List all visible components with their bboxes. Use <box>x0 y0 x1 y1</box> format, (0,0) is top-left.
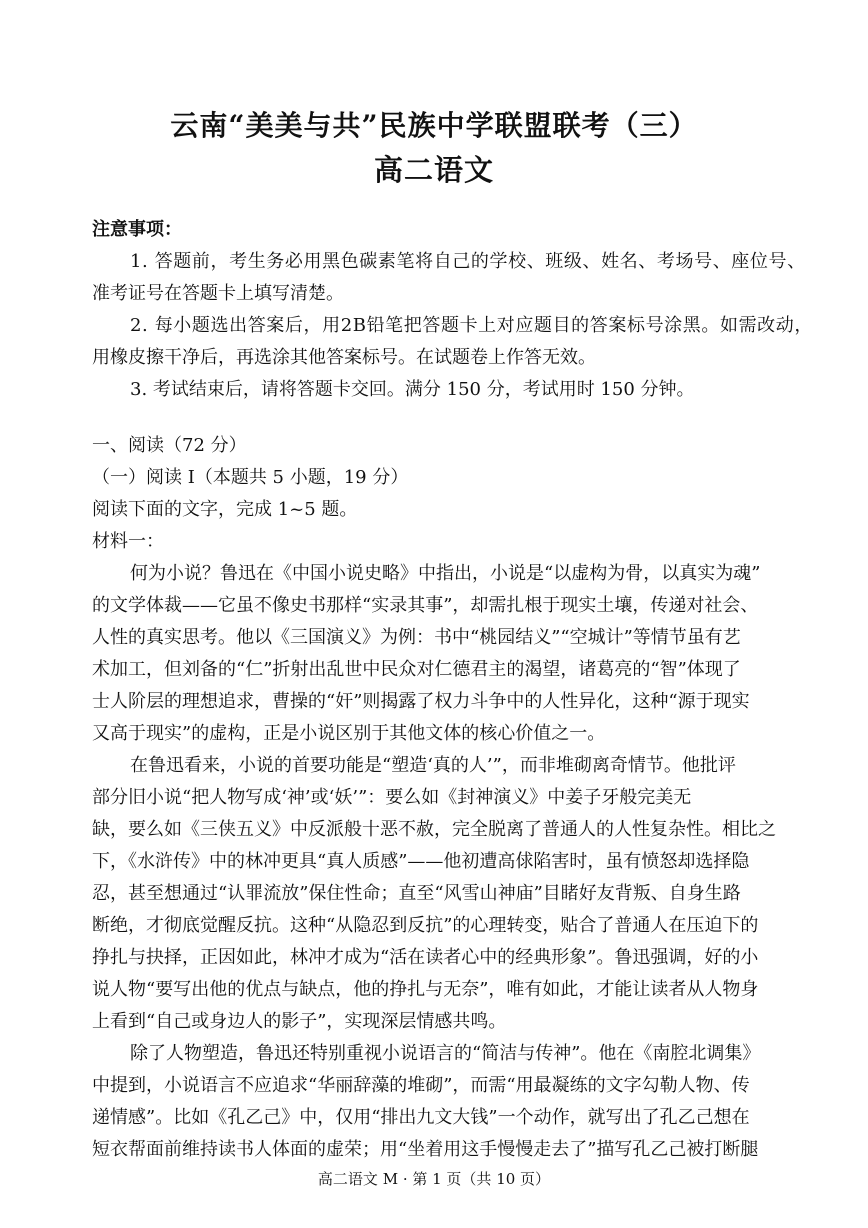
section-instruction: 阅读下面的文字，完成 1~5 题。 <box>92 499 358 520</box>
note-item-1-line-2: 准考证号在答题卡上填写清楚。 <box>92 283 344 304</box>
passage-line: 中提到，小说语言不应追求“华丽辞藻的堆砌”，而需“用最凝练的文字勾勒人物、传 <box>92 1075 750 1096</box>
passage-line: 挣扎与抉择，正因如此，林冲才成为“活在读者心中的经典形象”。鲁迅强调，好的小 <box>92 947 759 968</box>
passage-line: 士人阶层的理想追求，曹操的“奸”则揭露了权力斗争中的人性异化，这种“源于现实 <box>92 691 750 712</box>
passage-line: 术加工，但刘备的“仁”折射出乱世中民众对仁德君主的渴望，诸葛亮的“智”体现了 <box>92 659 741 680</box>
passage-line: 何为小说？鲁迅在《中国小说史略》中指出，小说是“以虚构为骨，以真实为魂” <box>130 563 761 584</box>
section-subheading: （一）阅读 I（本题共 5 小题，19 分） <box>92 467 409 488</box>
passage-line: 部分旧小说“把人物写成‘神’或‘妖’”：要么如《封神演义》中姜子牙般完美无 <box>92 787 692 808</box>
passage-line: 短衣帮面前维持读书人体面的虚荣；用“坐着用这手慢慢走去了”描写孔乙己被打断腿 <box>92 1139 759 1160</box>
passage-line: 缺，要么如《三侠五义》中反派般十恶不赦，完全脱离了普通人的人性复杂性。相比之 <box>92 819 776 840</box>
material-label: 材料一： <box>92 531 164 552</box>
note-item-2-line-2: 用橡皮擦干净后，再选涂其他答案标号。在试题卷上作答无效。 <box>92 347 596 368</box>
note-item-3: 3. 考试结束后，请将答题卡交回。满分 150 分，考试用时 150 分钟。 <box>130 379 695 400</box>
passage-line: 人性的真实思考。他以《三国演义》为例：书中“桃园结义”“空城计”等情节虽有艺 <box>92 627 741 648</box>
passage-line: 断绝，才彻底觉醒反抗。这种“从隐忍到反抗”的心理转变，贴合了普通人在压迫下的 <box>92 915 759 936</box>
section-heading: 一、阅读（72 分） <box>92 435 247 456</box>
passage-line: 上看到“自己或身边人的影子”，实现深层情感共鸣。 <box>92 1011 507 1032</box>
passage-line: 除了人物塑造，鲁迅还特别重视小说语言的“简洁与传神”。他在《南腔北调集》 <box>130 1043 761 1064</box>
notes-heading: 注意事项： <box>92 219 182 240</box>
passage-line: 的文学体裁——它虽不像史书那样“实录其事”，却需扎根于现实土壤，传递对社会、 <box>92 595 759 616</box>
exam-subject: 高二语文 <box>373 153 494 187</box>
passage-line: 忍，甚至想通过“认罪流放”保住性命；直至“风雪山神庙”目睹好友背叛、自身生路 <box>92 883 741 904</box>
note-item-1-line-1: 1. 答题前，考生务必用黑色碳素笔将自己的学校、班级、姓名、考场号、座位号、 <box>130 251 806 272</box>
passage-line: 在鲁迅看来，小说的首要功能是“塑造‘真的人’”，而非堆砌离奇情节。他批评 <box>130 755 736 776</box>
note-item-2-line-1: 2. 每小题选出答案后，用2B铅笔把答题卡上对应题目的答案标号涂黑。如需改动， <box>130 315 813 336</box>
passage-line: 又高于现实”的虚构，正是小说区别于其他文体的核心价值之一。 <box>92 723 606 744</box>
passage-line: 说人物“要写出他的优点与缺点，他的挣扎与无奈”，唯有如此，才能让读者从人物身 <box>92 979 759 1000</box>
passage-line: 下，《水浒传》中的林冲更具“真人质感”——他初遭高俅陷害时，虽有愤怒却选择隐 <box>92 851 750 872</box>
passage-line: 递情感”。比如《孔乙己》中，仅用“排出九文大钱”一个动作，就写出了孔乙己想在 <box>92 1107 750 1128</box>
exam-title: 云南“美美与共”民族中学联盟联考（三） <box>170 109 698 142</box>
page-footer: 高二语文 M · 第 1 页（共 10 页） <box>317 1170 551 1188</box>
